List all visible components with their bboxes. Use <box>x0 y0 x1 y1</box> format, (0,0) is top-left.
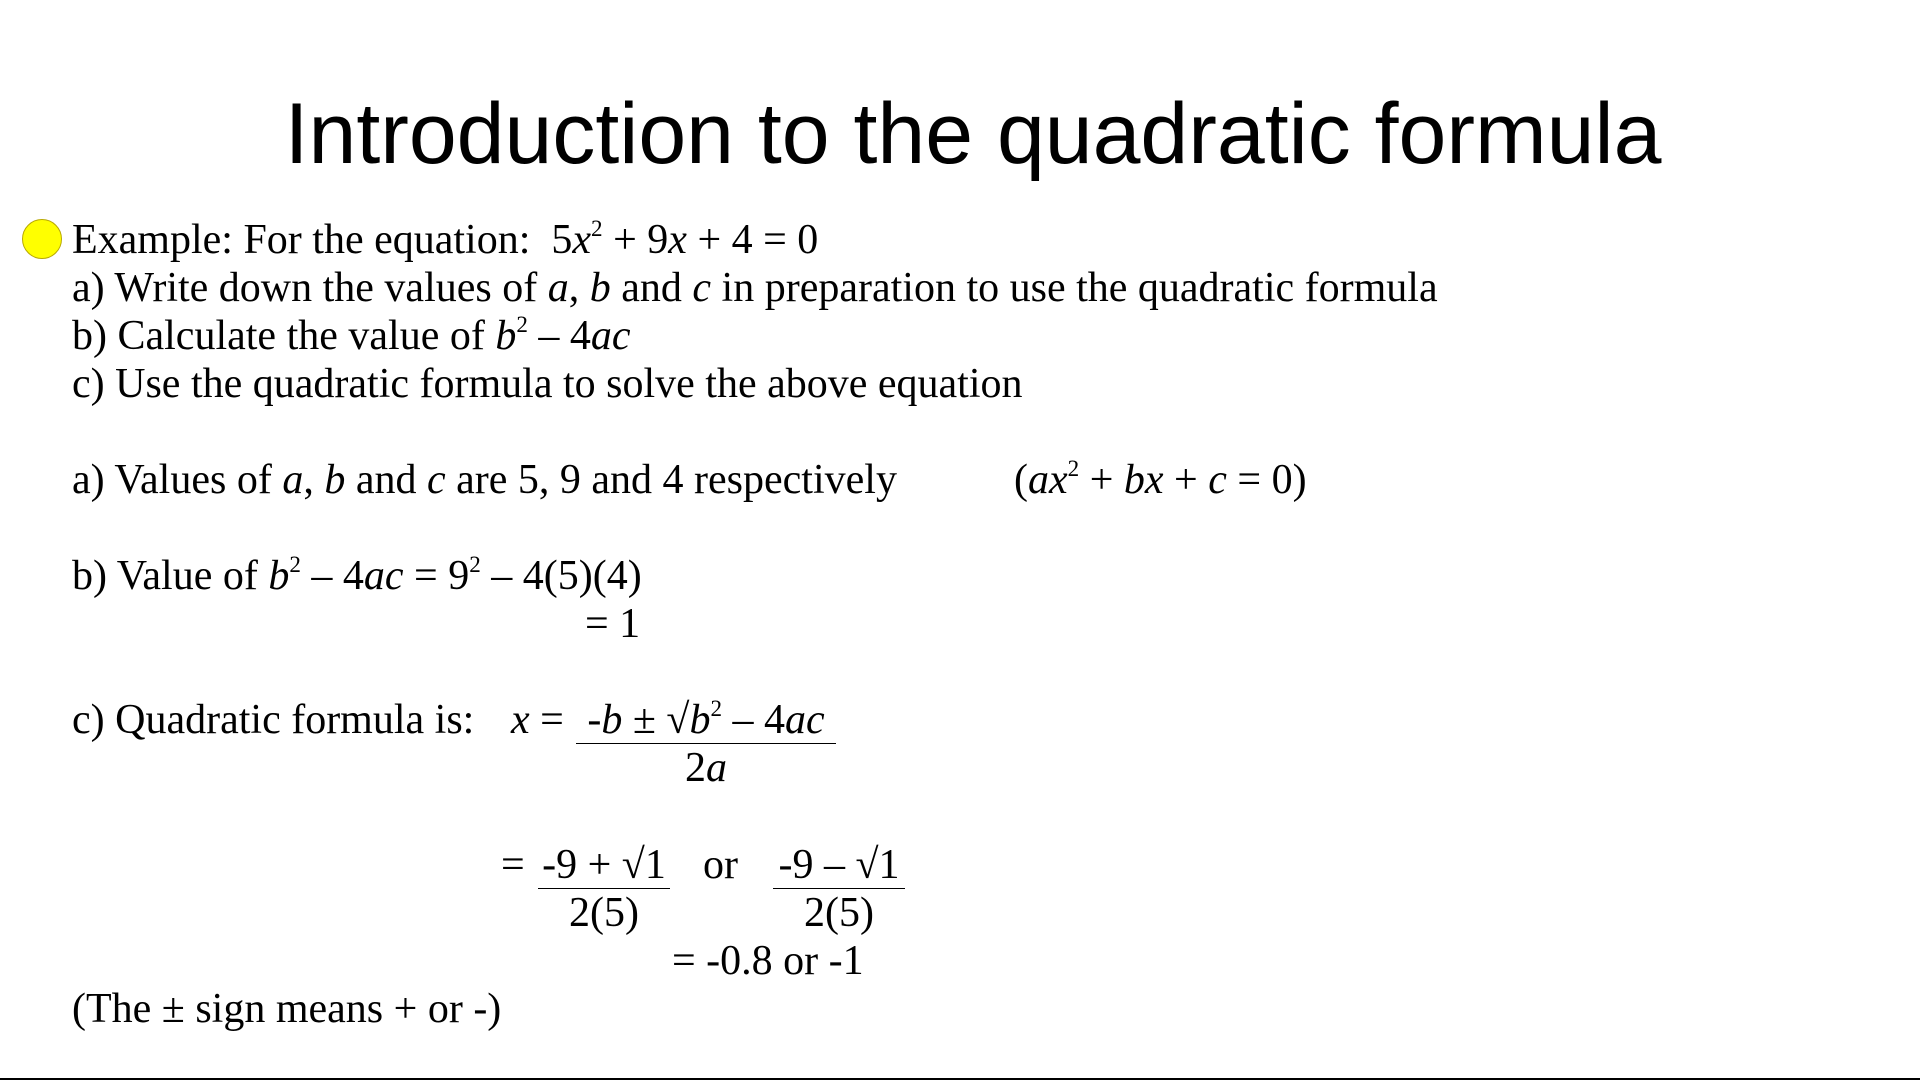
example-equation: $5x^2 + 9x + 4 = 0$ <box>551 214 819 263</box>
general-form: ($ax^2$ + bx + c = 0) <box>1014 454 1307 503</box>
example-line <box>72 216 818 264</box>
fraction-minus-numerator: -9 – √1 <box>773 841 905 889</box>
fraction-plus-numerator: -9 + √1 <box>538 841 670 889</box>
answer-b-result: = 1 <box>585 601 641 647</box>
answer-a: a) Values of a, b and c are 5, 9 and 4 respectively <box>72 457 897 503</box>
question-c: c) Use the quadratic formula to solve the above equation <box>72 361 1023 407</box>
substitution-fraction-minus <box>773 841 905 937</box>
final-answer: = -0.8 or -1 <box>672 938 864 984</box>
formula-lhs: x = <box>511 697 564 743</box>
substitution-fraction-plus <box>538 841 670 937</box>
plus-minus-note: (The ± sign means + or -) <box>72 986 502 1032</box>
formula-numerator: $-b \pm √b^2 - 4ac$ <box>576 696 836 744</box>
question-a: a) Write down the values of a, b and c in preparation to use the quadratic formula <box>72 265 1438 311</box>
question-b: b) Calculate the value of $b^2 - 4ac$ <box>72 310 631 359</box>
fraction-plus-denominator: 2(5) <box>569 890 639 936</box>
formula-denominator: 2a <box>685 745 727 791</box>
fraction-minus-denominator: 2(5) <box>804 890 874 936</box>
answer-c-label: c) Quadratic formula is: <box>72 697 475 743</box>
substitution-equals: = <box>501 842 525 888</box>
example-intro: Example: For the equation: <box>72 217 531 263</box>
answer-b: b) Value of $b^2 - 4ac = 9^2 - 4(5)(4)$ <box>72 550 642 599</box>
or-word: or <box>703 842 738 888</box>
slide-title: Introduction to the quadratic formula <box>284 86 1662 182</box>
quadratic-formula-fraction <box>576 696 836 792</box>
bullet-marker <box>22 219 62 259</box>
